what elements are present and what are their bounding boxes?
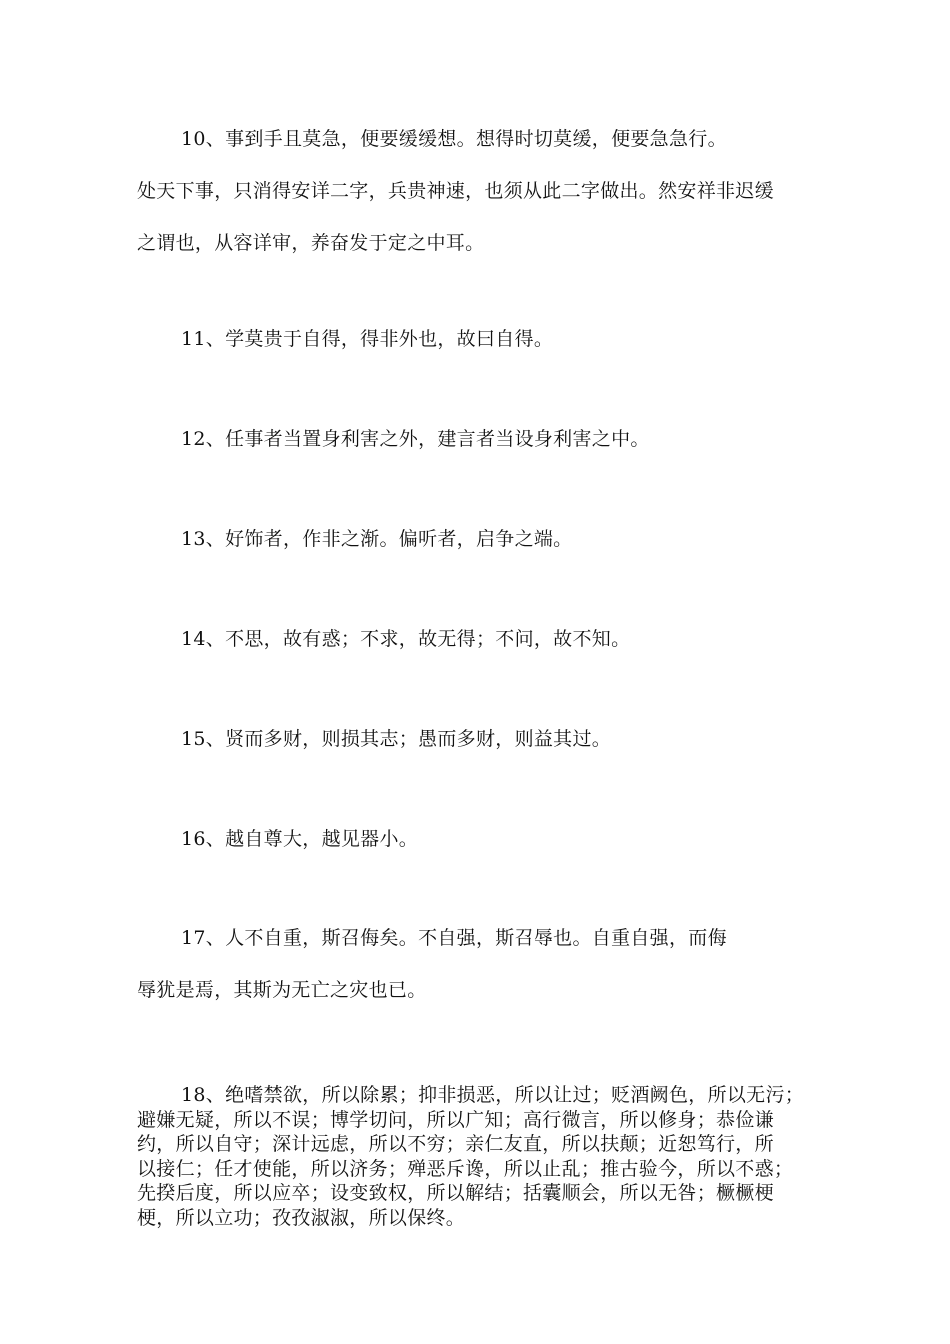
paragraph-14: 14、不思，故有惑；不求，故无得；不问，故不知。 bbox=[181, 628, 631, 650]
paragraph-15: 15、贤而多财，则损其志；愚而多财，则益其过。 bbox=[181, 728, 612, 750]
paragraph-16: 16、越自尊大，越见器小。 bbox=[181, 828, 419, 850]
paragraph-11: 11、学莫贵于自得，得非外也，故曰自得。 bbox=[181, 328, 554, 350]
paragraph-18: 18、绝嗜禁欲，所以除累；抑非损恶，所以让过；贬酒阙色，所以无污； 避嫌无疑，所以不误；博学切问，所以广知；高行微言，所以修身；恭俭谦 约，所以自守；深计远虑，所以不穷；亲仁友直，所以扶颠；近恕笃行，所 以接仁；任才使能，所以济务；殚恶斥谗，所以止乱；推古验今，所以不惑； 先揆后度，所以应卒；设变致权，所以解结；括囊顺会，所以无咎；橛橛梗 梗，所以立功；孜孜淑淑，所以保终。 bbox=[137, 1084, 805, 1229]
paragraph-10: 10、事到手且莫急，便要缓缓想。想得时切莫缓，便要急急行。 处天下事，只消得安详二字，兵贵神速，也须从此二字做出。然安祥非迟缓 之谓也，从容详审，养奋发于定之中耳。 bbox=[137, 128, 774, 254]
paragraph-12: 12、任事者当置身利害之外，建言者当设身利害之中。 bbox=[181, 428, 650, 450]
paragraph-17: 17、人不自重，斯召侮矣。不自强，斯召辱也。自重自强，而侮 辱犹是焉，其斯为无亡之灾也已。 bbox=[137, 927, 727, 1001]
paragraph-13: 13、好饰者，作非之渐。偏听者，启争之端。 bbox=[181, 528, 573, 550]
